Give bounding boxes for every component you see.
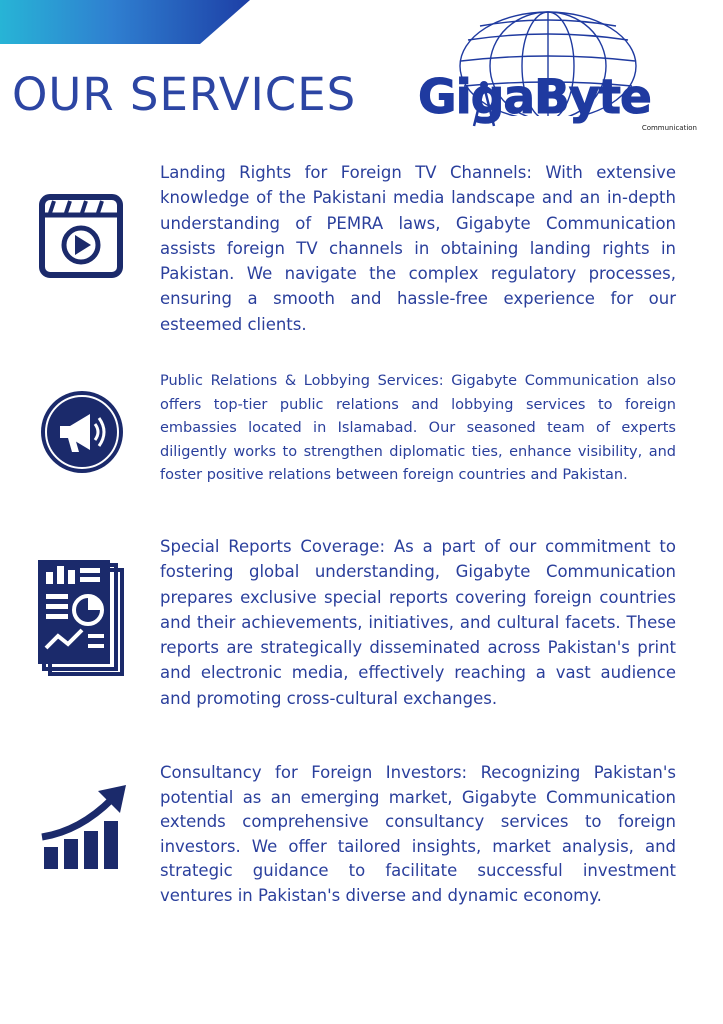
logo-wordmark: GigaByte — [418, 70, 651, 125]
logo-tagline: Communication — [641, 124, 697, 132]
page-title: OUR SERVICES — [12, 68, 357, 121]
company-logo — [418, 6, 703, 138]
corner-accent-bar — [0, 0, 250, 44]
service-description: Consultancy for Foreign Investors: Recognizing Pakistan's potential as an emerging market, Gigabyte Communication extends comprehensive consultancy services to foreign investors. We offer tailored insights, market analysis, and strategic guidance to facilitate successful investment ventures in Pakistan's diverse and dynamic economy. — [160, 763, 676, 905]
service-description: Public Relations & Lobbying Services: Gigabyte Communication also offers top-tier public relations and lobbying services to foreign embassies located in Islamabad. Our seasoned team of experts diligently works to strengthen diplomatic ties, enhance visibility, and foster positive relations between foreign countries and Pakistan. — [160, 373, 676, 483]
video-player-icon — [38, 193, 124, 279]
megaphone-icon — [38, 388, 126, 476]
service-description: Special Reports Coverage: As a part of our commitment to fostering global understanding, Gigabyte Communication prepares exclusive special reports covering foreign countries and their achievements, initiatives, and cultural facets. These reports are strategically disseminated across Pakistan's print and electronic media, effectively reaching a vast audience and promoting cross-cultural exchanges. — [160, 537, 676, 708]
growth-chart-icon — [40, 783, 130, 873]
report-document-icon — [38, 560, 128, 676]
service-description: Landing Rights for Foreign TV Channels: With extensive knowledge of the Pakistani media landscape and an in-depth understanding of PEMRA laws, Gigabyte Communication assists foreign TV channels in obtaining landing rights in Pakistan. We navigate the complex regulatory processes, ensuring a smooth and hassle-free experience for our esteemed clients. — [160, 163, 676, 334]
